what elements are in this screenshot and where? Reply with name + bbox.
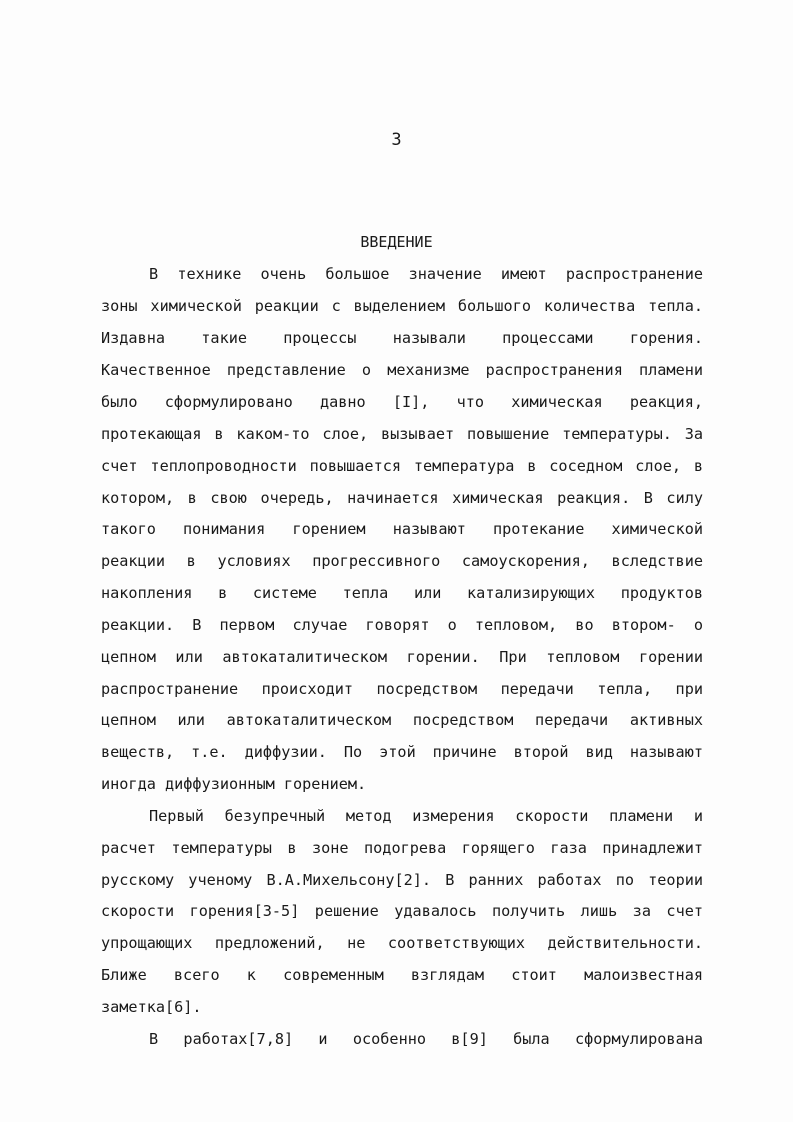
- text-line: было сформулировано давно [I], что химическая реакция,: [101, 393, 703, 411]
- text-line: такого понимания горением называют протекание химической: [101, 520, 703, 538]
- text-line: распространение происходит посредством передачи тепла, при: [101, 680, 703, 698]
- text-line: цепном или автокаталитическом горении. При тепловом горении: [101, 648, 703, 666]
- text-line: упрощающих предложений, не соответствующих действительности.: [101, 934, 703, 952]
- text-line: скорости горения[3-5] решение удавалось получить лишь за счет: [101, 902, 703, 920]
- text-line: реакции в условиях прогрессивного самоускорения, вследствие: [101, 552, 703, 570]
- text-line: реакции. В первом случае говорят о тепловом, во втором- о: [101, 616, 703, 634]
- text-line: расчет температуры в зоне подогрева горящего газа принадлежит: [101, 839, 703, 857]
- text-line: счет теплопроводности повышается температура в соседном слое, в: [101, 457, 703, 475]
- page-number: 3: [391, 130, 402, 150]
- text-line: Первый безупречный метод измерения скорости пламени и: [149, 807, 703, 825]
- text-line: цепном или автокаталитическом посредством передачи активных: [101, 711, 703, 729]
- text-line: котором, в свою очередь, начинается химическая реакция. В силу: [101, 489, 703, 507]
- text-line: В работах[7,8] и особенно в[9] была сформулирована: [149, 1030, 703, 1048]
- text-line: Качественное представление о механизме распространения пламени: [101, 361, 703, 379]
- text-line: заметка[6].: [101, 998, 202, 1016]
- text-line: зоны химической реакции с выделением большого количества тепла.: [101, 297, 703, 315]
- text-line: веществ, т.е. диффузии. По этой причине второй вид называют: [101, 743, 703, 761]
- text-line: В технике очень большое значение имеют распространение: [149, 265, 703, 283]
- text-line: Издавна такие процессы называли процессами горения.: [101, 329, 703, 347]
- text-line: иногда диффузионным горением.: [101, 775, 367, 793]
- text-line: накопления в системе тепла или катализирующих продуктов: [101, 584, 703, 602]
- text-line: протекающая в каком-то слое, вызывает повышение температуры. За: [101, 425, 703, 443]
- text-line: русскому ученому В.А.Михельсону[2]. В ранних работах по теории: [101, 871, 703, 889]
- text-line: Ближе всего к современным взглядам стоит малоизвестная: [101, 966, 703, 984]
- section-heading: ВВЕДЕНИЕ: [360, 233, 433, 251]
